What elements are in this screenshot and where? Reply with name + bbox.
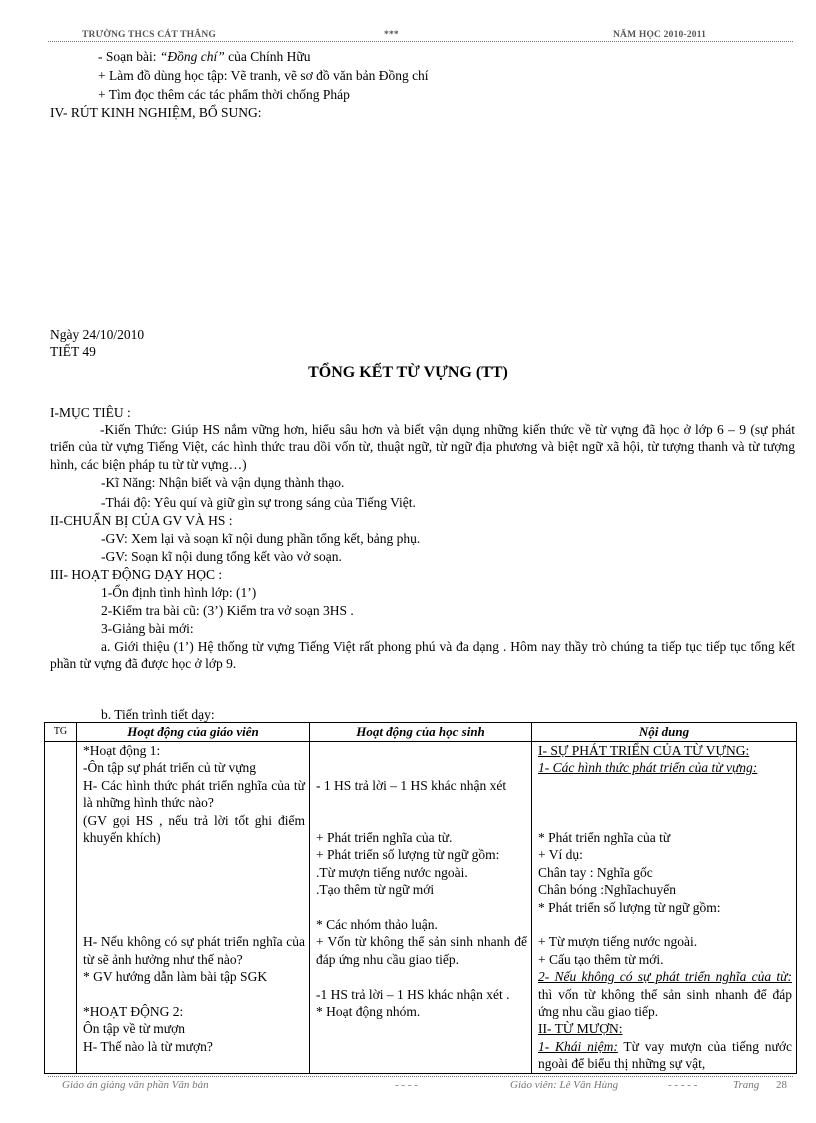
prep-heading: II-CHUẨN BỊ CỦA GV VÀ HS :	[50, 513, 233, 528]
content-text: Chân tay : Nghĩa gốc	[538, 864, 653, 880]
header-school-year: NĂM HỌC 2010-2011	[613, 30, 707, 40]
content-text: 2- Nếu không có sự phát triển nghĩa của từ: thì vốn từ không thể sản sinh nhanh để đáp ứng nhu cầu giao tiếp.	[538, 969, 792, 1020]
student-cell	[310, 742, 532, 1074]
header-content: Nội dung	[532, 723, 797, 742]
content-text: 1- Khái niệm: Từ vay mượn của tiếng nước ngoài để biểu thị những sự vật,	[538, 1038, 792, 1072]
table-header-row	[45, 723, 797, 742]
section-iv-heading: IV- RÚT KINH NGHIỆM, BỔ SUNG:	[50, 105, 262, 120]
lesson-date: Ngày 24/10/2010	[50, 327, 145, 342]
footer-teacher: Giáo viên: Lê Văn Hùng	[510, 1079, 619, 1091]
content-text: + Ví dụ:	[538, 847, 583, 863]
activity-step-2: 2-Kiểm tra bài cũ: (3’) Kiểm tra vở soạn 3HS .	[101, 603, 354, 618]
content-text: + Từ mượn tiếng nước ngoài.	[538, 934, 698, 950]
header-rule	[48, 41, 793, 42]
lesson-number: TIẾT 49	[50, 344, 96, 359]
student-text: + Phát triển số lượng từ ngữ gồm:	[316, 847, 500, 863]
homework-line-3: + Tìm đọc thêm các tác phẩm thời chống Pháp	[98, 87, 350, 102]
lesson-table	[44, 722, 797, 1074]
homework-line-2: + Làm đồ dùng học tập: Vẽ tranh, vẽ sơ đồ văn bản Đồng chí	[98, 68, 429, 83]
student-text: -1 HS trả lời – 1 HS khác nhận xét .	[316, 986, 510, 1002]
objective-attitude: -Thái độ: Yêu quí và giữ gìn sự trong sáng của Tiếng Việt.	[101, 495, 416, 510]
objectives-heading: I-MỤC TIÊU :	[50, 405, 131, 420]
activity-step-3: 3-Giảng bài mới:	[101, 621, 194, 636]
teacher-text: Ôn tập về từ mượn	[83, 1021, 186, 1037]
footer-separator: - - - -	[395, 1079, 418, 1091]
content-text: * Phát triển số lượng từ ngữ gồm:	[538, 899, 721, 915]
content-text: * Phát triển nghĩa của từ	[538, 829, 671, 845]
content-heading: II- TỪ MƯỢN:	[538, 1021, 623, 1037]
teacher-text: H- Các hình thức phát triển nghĩa của từ là những hình thức nào?	[83, 777, 305, 811]
header-teacher-activity: Hoạt động của giáo viên	[77, 723, 310, 742]
footer-page-label: Trang	[733, 1079, 760, 1091]
student-text: - 1 HS trả lời – 1 HS khác nhận xét	[316, 777, 507, 793]
homework-line-1: - Soạn bài: “Đồng chí” của Chính Hữu	[98, 49, 311, 64]
header-separator: ***	[384, 30, 399, 40]
activity-step-b: b. Tiến trình tiết dạy:	[101, 707, 215, 722]
student-text: * Các nhóm thảo luận.	[316, 916, 438, 932]
content-cell	[532, 742, 797, 1074]
teacher-text: H- Thế nào là từ mượn?	[83, 1038, 213, 1054]
footer-separator: - - - - -	[668, 1079, 698, 1091]
footer-left: Giáo án giảng văn phần Văn bản	[62, 1079, 209, 1091]
header-school: TRƯỜNG THCS CÁT THẮNG	[82, 30, 216, 40]
content-text: + Cấu tạo thêm từ mới.	[538, 951, 664, 967]
content-subheading: 1- Các hình thức phát triển của từ vựng:	[538, 760, 758, 776]
teacher-text: -Ôn tập sự phát triển củ từ vựng	[83, 760, 257, 776]
objective-knowledge: -Kiến Thức: Giúp HS nắm vững hơn, hiểu sâu hơn và biết vận dụng những kiến thức về từ vựng đã học ở lớp 6 – 9 (sự phát triển của từ vựng Tiếng Việt, các hình thức trau dồi vốn từ, thuật ngữ, từ ngữ địa phương và biệt ngữ xã hội, từ tượng thanh và từ tượng hình, các biện pháp tu từ từ vựng…)	[50, 422, 795, 472]
header-student-activity: Hoạt động của học sinh	[310, 723, 532, 742]
teacher-cell	[77, 742, 310, 1074]
activities-heading: III- HOẠT ĐỘNG DẠY HỌC :	[50, 567, 223, 582]
teacher-text: (GV gọi HS , nếu trả lời tốt ghi điểm khuyến khích)	[83, 812, 305, 846]
student-text: * Hoạt động nhóm.	[316, 1004, 421, 1019]
prep-line-1: -GV: Xem lại và soạn kĩ nội dung phần tổng kết, bảng phụ.	[101, 531, 421, 546]
activity-step-1: 1-Ổn định tình hình lớp: (1’)	[101, 585, 257, 600]
student-text: + Phát triển nghĩa của từ.	[316, 829, 453, 845]
header-tg: TG	[45, 723, 77, 742]
footer-rule	[48, 1076, 793, 1077]
objective-skill: -Kĩ Năng: Nhận biết và vận dụng thành thạo.	[101, 475, 345, 490]
prep-line-2: -GV: Soạn kĩ nội dung tổng kết vào vở soạn.	[101, 549, 342, 564]
teacher-text: * GV hướng dẫn làm bài tập SGK	[83, 969, 268, 985]
student-text: .Từ mượn tiếng nước ngoài.	[316, 864, 468, 880]
tg-cell	[45, 742, 77, 1074]
content-heading: I- SỰ PHÁT TRIỂN CỦA TỪ VỰNG:	[538, 743, 750, 758]
activity-intro: a. Giới thiệu (1’) Hệ thống từ vựng Tiếng Việt rất phong phú và đa dạng . Hôm nay thầy trò chúng ta tiếp tục tiếp tục tổng kết phần từ vựng đã được học ở lớp 9.	[50, 639, 795, 672]
table-row	[45, 742, 797, 1074]
page-title: TỔNG KẾT TỪ VỰNG (TT)	[308, 364, 508, 381]
student-text: .Tạo thêm từ ngữ mới	[316, 882, 435, 898]
teacher-text: H- Nếu không có sự phát triển nghĩa của từ sẽ ảnh hưởng như thế nào?	[83, 934, 305, 967]
teacher-text: *Hoạt động 1:	[83, 743, 161, 758]
student-text: + Vốn từ không thể sản sinh nhanh để đáp ứng nhu cầu giao tiếp.	[316, 934, 527, 967]
footer-page-number: 28	[776, 1079, 787, 1091]
teacher-text: *HOẠT ĐỘNG 2:	[83, 1004, 184, 1019]
content-text: Chân bóng :Nghĩachuyển	[538, 882, 676, 898]
